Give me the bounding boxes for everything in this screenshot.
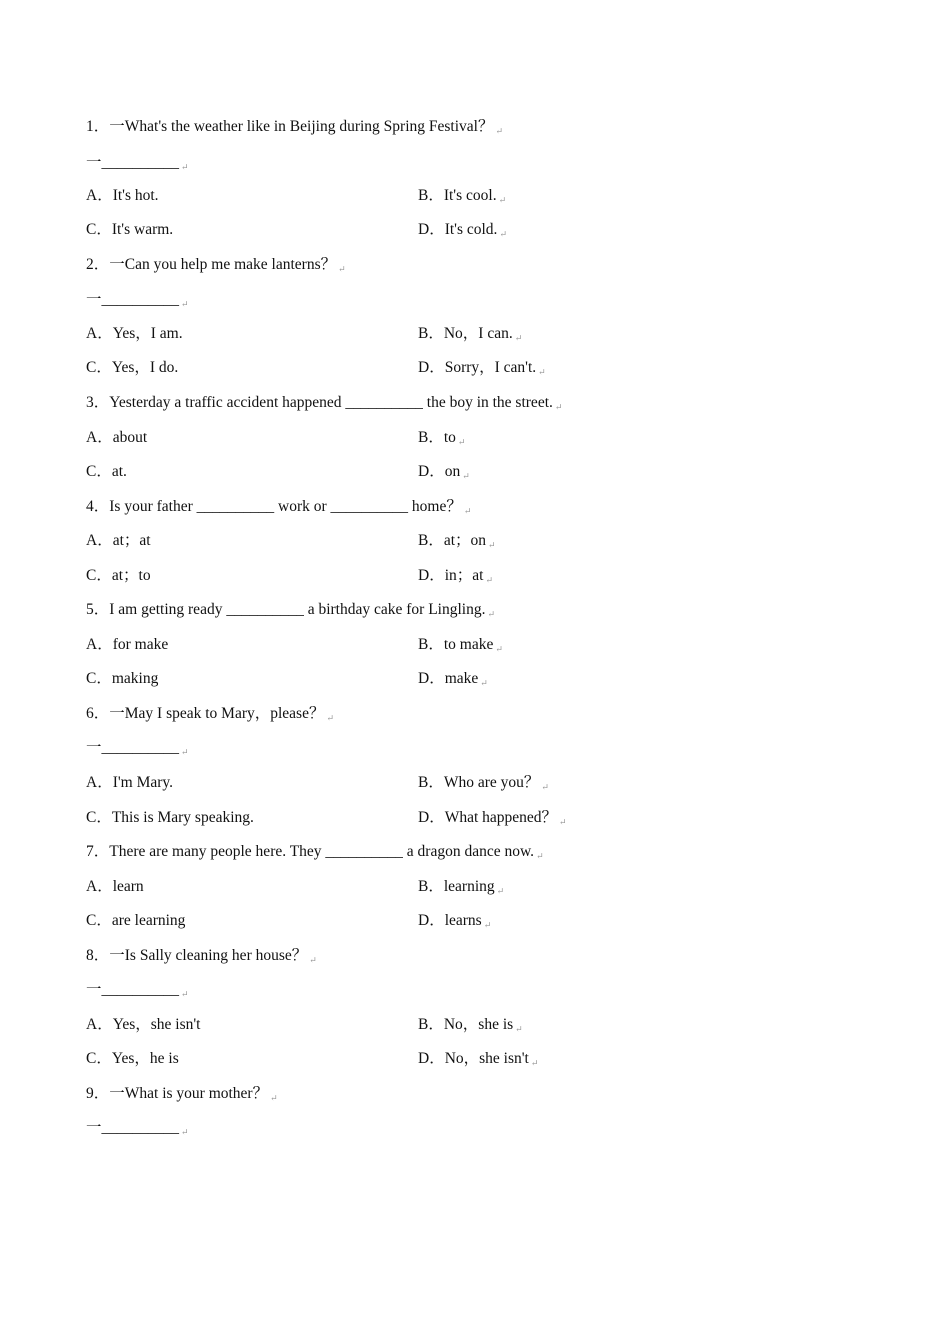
question-5-option-a: A．for make [86,636,169,653]
question-3-option-d: D．on ↵ [418,463,470,481]
question-9-stem: 9．一What is your mother？ ↵ [86,1085,278,1103]
question-6-option-a: A．I'm Mary. [86,774,174,791]
question-9-answer-line: 一__________ ↵ [86,1119,189,1137]
question-7-stem: 7．There are many people here. They __________ a dragon dance now. ↵ [86,843,544,861]
question-1-option-d: D．It's cold. ↵ [418,221,507,239]
question-2-stem: 2．一Can you help me make lanterns？ ↵ [86,256,346,274]
question-7-option-c: C．are learning [86,912,186,929]
question-5-option-c: C．making [86,670,159,687]
question-8-option-d: D．No，she isn't ↵ [418,1050,539,1068]
question-1-option-b: B．It's cool. ↵ [418,187,507,205]
question-1-answer-line: 一__________ ↵ [86,154,189,172]
question-2-option-c: C．Yes，I do. [86,359,179,376]
question-8-stem: 8．一Is Sally cleaning her house？ ↵ [86,947,317,965]
question-8-option-b: B．No，she is ↵ [418,1016,523,1034]
question-3-option-a: A．about [86,429,148,446]
question-4-option-b: B．at；on ↵ [418,532,496,550]
question-3-stem: 3．Yesterday a traffic accident happened __________ the boy in the street. ↵ [86,394,563,412]
question-1-stem: 1．一What's the weather like in Beijing during Spring Festival？ ↵ [86,118,503,136]
question-7-option-d: D．learns ↵ [418,912,492,930]
question-1-option-c: C．It's warm. [86,221,174,238]
question-6-answer-line: 一__________ ↵ [86,739,189,757]
question-4-option-c: C．at；to [86,567,151,584]
question-2-option-d: D．Sorry，I can't. ↵ [418,359,546,377]
question-8-option-c: C．Yes，he is [86,1050,179,1067]
question-8-answer-line: 一__________ ↵ [86,981,189,999]
question-4-option-d: D．in；at ↵ [418,567,493,585]
question-5-stem: 5．I am getting ready __________ a birthday cake for Lingling. ↵ [86,601,495,619]
question-5-option-b: B．to make ↵ [418,636,503,654]
question-3-option-b: B．to ↵ [418,429,466,447]
question-6-option-c: C．This is Mary speaking. [86,809,254,826]
question-6-stem: 6．一May I speak to Mary，please？ ↵ [86,705,335,723]
question-1-option-a: A．It's hot. [86,187,159,204]
question-7-option-a: A．learn [86,878,144,895]
question-3-option-c: C．at. [86,463,127,480]
question-2-option-b: B．No，I can. ↵ [418,325,523,343]
question-2-option-a: A．Yes，I am. [86,325,183,342]
question-2-answer-line: 一__________ ↵ [86,291,189,309]
question-4-stem: 4．Is your father __________ work or __________ home？ ↵ [86,498,472,516]
question-8-option-a: A．Yes，she isn't [86,1016,201,1033]
question-4-option-a: A．at；at [86,532,151,549]
question-6-option-b: B．Who are you？ ↵ [418,774,549,792]
question-6-option-d: D．What happened？ ↵ [418,809,567,827]
question-7-option-b: B．learning ↵ [418,878,505,896]
question-5-option-d: D．make ↵ [418,670,488,688]
